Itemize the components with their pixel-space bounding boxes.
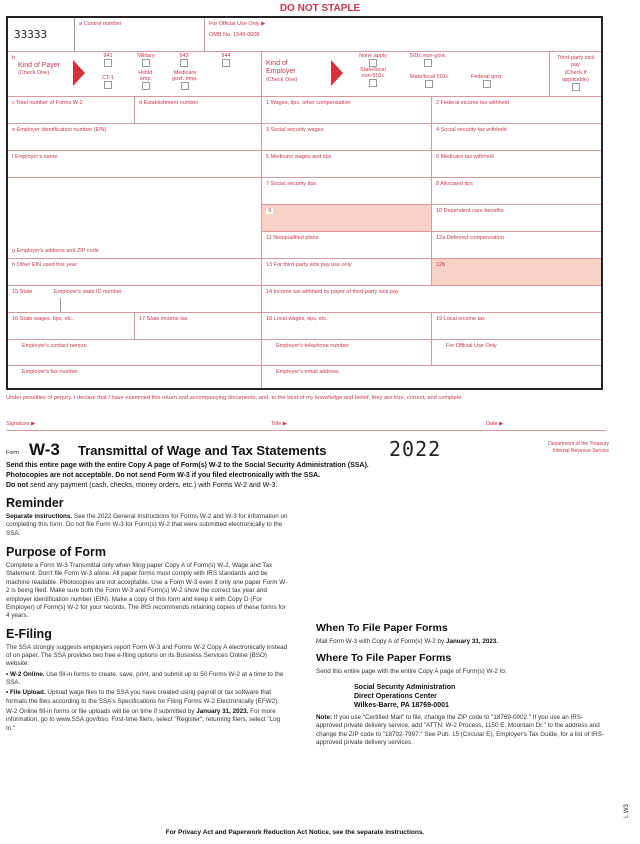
box-8-allocated-tips[interactable]: 8 Allocated tips bbox=[432, 178, 601, 205]
checkbox-943[interactable] bbox=[180, 59, 188, 67]
checkbox-941[interactable] bbox=[104, 59, 112, 67]
box-f-employer-name[interactable]: f Employer's name bbox=[8, 151, 262, 178]
box-h-other-ein[interactable]: h Other EIN used this year bbox=[8, 259, 262, 286]
box-e-ein[interactable]: e Employer identification number (EIN) bbox=[8, 124, 262, 151]
efiling-intro: The SSA strongly suggests employers report Form W-3 and Forms W-2 Copy A electronically instead of on paper. The SSA provides two free e-filing options on its Business Services Online (BSO) website: bbox=[6, 643, 288, 668]
checkbox-third-party-sick-pay[interactable] bbox=[572, 83, 580, 91]
checkbox-state-local-non-501c[interactable] bbox=[369, 79, 377, 87]
checkbox-944[interactable] bbox=[222, 59, 230, 67]
employer-none-label: None apply bbox=[359, 53, 387, 59]
kind-of-payer-title: Kind of Payer bbox=[18, 61, 61, 69]
form-code-title: W-3 bbox=[29, 440, 60, 459]
send-notice bbox=[6, 461, 369, 490]
do-not-staple: DO NOT STAPLE bbox=[279, 3, 361, 14]
efiling-heading: E-Filing bbox=[6, 626, 52, 641]
employer-federal-label: Federal govt. bbox=[470, 74, 504, 80]
official-use-box bbox=[205, 18, 601, 52]
notice-line-1: Send this entire page with the entire Copy A page of Form(s) W-2 to the Social Security Administration (SSA). bbox=[6, 462, 369, 469]
right-instructions bbox=[316, 622, 608, 747]
privacy-notice: For Privacy Act and Paperwork Reduction Act Notice, see the separate instructions. bbox=[165, 829, 425, 836]
box-10-dependent-care[interactable]: 10 Dependent care benefits bbox=[432, 205, 601, 232]
purpose-heading: Purpose of Form bbox=[6, 545, 107, 560]
w2-online-label: • W-2 Online. bbox=[6, 670, 45, 678]
file-upload-label: • File Upload. bbox=[6, 689, 46, 697]
control-number-field[interactable]: a Control number bbox=[75, 18, 205, 52]
third-party-sick-pay bbox=[550, 52, 601, 97]
address-line-2: Direct Operations Center bbox=[354, 692, 437, 700]
box-d-establishment[interactable]: d Establishment number bbox=[135, 97, 262, 124]
box-16-state-wages[interactable]: 16 State wages, tips, etc. bbox=[8, 313, 135, 340]
form-name: Transmittal of Wage and Tax Statements bbox=[78, 443, 327, 458]
reminder-text: See the 2022 General Instructions for Forms W-2 and W-3 for information on completing this form. Do not file Form W-3 for Form(s) W-2 that were submitted electronically to the SSA. bbox=[6, 513, 288, 537]
checkbox-ct1[interactable] bbox=[104, 81, 112, 89]
box-12a-deferred-comp[interactable]: 12a Deferred compensation bbox=[432, 232, 601, 259]
payer-hshld-label: Hshld. emp. bbox=[138, 70, 154, 82]
purpose-text: Complete a Form W-3 Transmittal only when filing paper Copy A of Form(s) W-2, Wage and Tax Statement. Don't file Form W-3 alone. All paper forms must comply with IRS standards and be machine readable. Photocopies are not acceptable. Use a Form W-3 even if only one paper Form W-2 is being filed. Make sure both the Form W-3 and Form(s) W-2 show the correct tax year and employer identification number (EIN). Make a copy of this form and keep it with Copy D (For Employer) of Form(s) W-2 for your records. The IRS recommends retaining copies of these forms for 4 years. bbox=[6, 562, 288, 620]
where-heading: Where To File Paper Forms bbox=[316, 652, 452, 665]
date-label: Date ▶ bbox=[486, 421, 504, 427]
address-line-3: Wilkes-Barre, PA 18769-0001 bbox=[354, 701, 449, 709]
check-one-label: (Check One) bbox=[266, 76, 298, 83]
when-heading: When To File Paper Forms bbox=[316, 622, 448, 634]
box-5-medicare-wages[interactable]: 5 Medicare wages and tips bbox=[262, 151, 432, 178]
box-11-nonqualified[interactable]: 11 Nonqualified plans bbox=[262, 232, 432, 259]
payer-military-label: Military bbox=[137, 53, 155, 59]
note-label: Note: bbox=[316, 714, 333, 721]
signature-label: Signature ▶ bbox=[6, 421, 36, 427]
efiling-outro: W-2 Online fill-in forms or file uploads will be on time if submitted by bbox=[6, 708, 197, 716]
efiling-more-info: For more information, go to www.SSA.gov/bso. First-time filers, select "Register"; returning filers, select "Log In." bbox=[6, 708, 281, 732]
box-17-state-tax[interactable]: 17 State income tax bbox=[135, 313, 262, 340]
box-15-label: 15 State bbox=[12, 289, 33, 295]
box-9-label: 9 bbox=[268, 208, 272, 214]
payer-medicare-label: Medicare govt. emp. bbox=[172, 70, 198, 82]
box-c-total-forms[interactable]: c Total number of Forms W-2 bbox=[8, 97, 135, 124]
arrow-icon bbox=[331, 60, 343, 86]
third-party-check-label: (Check if applicable) bbox=[562, 70, 589, 83]
box-7-ss-tips[interactable]: 7 Social security tips bbox=[262, 178, 432, 205]
box-9-shaded bbox=[262, 205, 432, 232]
box-g-label: g Employer's address and ZIP code bbox=[12, 248, 99, 255]
notice-do-not: Do not bbox=[6, 481, 29, 489]
efiling-deadline: January 31, 2023. bbox=[196, 708, 249, 716]
box-13-third-party[interactable]: 13 For third-party sick pay use only bbox=[262, 259, 432, 286]
file-upload-text: Upload wage files to the SSA you have created using payroll or tax software that formats the files according to the SSA's Specifications for Filing Forms W-2 Electronically (EFW2). bbox=[6, 689, 279, 705]
employer-state-501c-label: State/local 501c bbox=[409, 74, 449, 80]
checkbox-none-apply[interactable] bbox=[369, 59, 377, 67]
signature-line[interactable] bbox=[6, 421, 606, 431]
side-code: L W3 bbox=[623, 804, 630, 818]
dept-treasury: Department of the Treasury bbox=[548, 441, 609, 447]
w2-online-text: Use fill-in forms to create, save, print, and submit up to 50 Forms W-2 at a time to the SSA. bbox=[6, 670, 284, 687]
employer-state-non501c-label: State/local non-501c bbox=[360, 67, 386, 79]
third-party-label: Third-party sick pay bbox=[556, 55, 595, 68]
divider bbox=[60, 298, 61, 312]
fax-field[interactable]: Employer's fax number bbox=[8, 366, 262, 388]
box-12b[interactable]: 12b bbox=[432, 259, 601, 286]
official-use-only-box: For Official Use Only bbox=[432, 340, 601, 366]
checkbox-federal-govt[interactable] bbox=[483, 80, 491, 88]
email-field[interactable]: Employer's email address bbox=[276, 369, 339, 375]
form-title-bar bbox=[6, 437, 626, 461]
arrow-icon bbox=[73, 60, 85, 86]
form-label: Form bbox=[6, 450, 19, 456]
box-19-local-tax[interactable]: 19 Local income tax bbox=[432, 313, 601, 340]
separate-instructions: Separate instructions. bbox=[6, 513, 73, 520]
box-18-local-wages[interactable]: 18 Local wages, tips, etc. bbox=[262, 313, 432, 340]
when-text: Mail Form W-3 with Copy A of Form(s) W-2 by bbox=[316, 638, 446, 645]
checkbox-state-local-501c[interactable] bbox=[425, 80, 433, 88]
employer-checkboxes bbox=[355, 53, 545, 97]
when-date: January 31, 2023. bbox=[445, 638, 499, 645]
tax-year: 2022 bbox=[389, 437, 442, 461]
box-b-label: b bbox=[12, 55, 16, 61]
payer-944-label: 944 bbox=[221, 53, 231, 59]
checkbox-hshld-emp[interactable] bbox=[142, 82, 150, 90]
box-15-state[interactable] bbox=[8, 286, 262, 313]
address-line-1: Social Security Administration bbox=[354, 683, 456, 691]
checkbox-military[interactable] bbox=[142, 59, 150, 67]
notice-line-2: Photocopies are not acceptable. Do not send Form W-3 if you filed electronically with the SSA. bbox=[6, 471, 321, 479]
left-instructions bbox=[6, 496, 288, 733]
ssa-address bbox=[354, 683, 608, 710]
omb-number: OMB No. 1545-0008 bbox=[209, 31, 260, 38]
telephone-field[interactable]: Employer's telephone number bbox=[262, 340, 432, 366]
check-one-label: (Check One) bbox=[18, 69, 50, 76]
box-g-address[interactable] bbox=[8, 178, 262, 259]
state-id-label: Employer's state ID number bbox=[54, 289, 122, 295]
kind-of-employer-title: Kind of Employer bbox=[266, 60, 296, 76]
title-label: Title ▶ bbox=[271, 421, 287, 427]
box-2-federal-tax[interactable]: 2 Federal income tax withheld bbox=[432, 97, 601, 124]
box-6-medicare-tax[interactable]: 6 Medicare tax withheld bbox=[432, 151, 601, 178]
form-code: 33333 bbox=[8, 18, 75, 52]
penalties-statement: Under penalties of perjury, I declare that I have examined this return and accompanying documents, and, to the best of my knowledge and belief, they are true, correct, and complete. bbox=[6, 395, 464, 401]
note-text: If you use "Certified Mail" to file, change the ZIP code to "18769-0002." If you use an IRS-approved private delivery service, add "ATTN: W-2 Process, 1150 E. Mountain Dr." to the address and change the ZIP code to "18702-7997." See Pub. 15 (Circular E), Employer's Tax Guide, for a list of IRS-approved private delivery services. bbox=[316, 714, 604, 747]
checkbox-medicare-govt[interactable] bbox=[181, 82, 189, 90]
payer-941-label: 941 bbox=[103, 53, 113, 59]
payer-943-label: 943 bbox=[179, 53, 189, 59]
notice-line-3: send any payment (cash, checks, money orders, etc.) with Forms W-2 and W-3. bbox=[28, 481, 278, 489]
box-4-ss-tax[interactable]: 4 Social security tax withheld bbox=[432, 124, 601, 151]
box-1-wages[interactable]: 1 Wages, tips, other compensation bbox=[262, 97, 432, 124]
box-3-ss-wages[interactable]: 3 Social security wages bbox=[262, 124, 432, 151]
checkbox-501c-non-govt[interactable] bbox=[424, 59, 432, 67]
official-use-label: For Official Use Only ▶ bbox=[209, 21, 266, 27]
contact-person-field[interactable]: Employer's contact person bbox=[8, 340, 262, 366]
irs-label: Internal Revenue Service bbox=[552, 448, 609, 454]
payer-checkboxes bbox=[100, 53, 250, 97]
employer-501c-label: 501c non-govt. bbox=[409, 53, 447, 59]
payer-ct1-label: CT-1 bbox=[102, 75, 114, 81]
box-14-income-tax-third-party[interactable]: 14 Income tax withheld by payer of third-party sick pay bbox=[262, 286, 601, 313]
where-text: Send this entire page with the entire Copy A page of Form(s) W-2 to: bbox=[316, 668, 507, 676]
reminder-heading: Reminder bbox=[6, 496, 64, 510]
